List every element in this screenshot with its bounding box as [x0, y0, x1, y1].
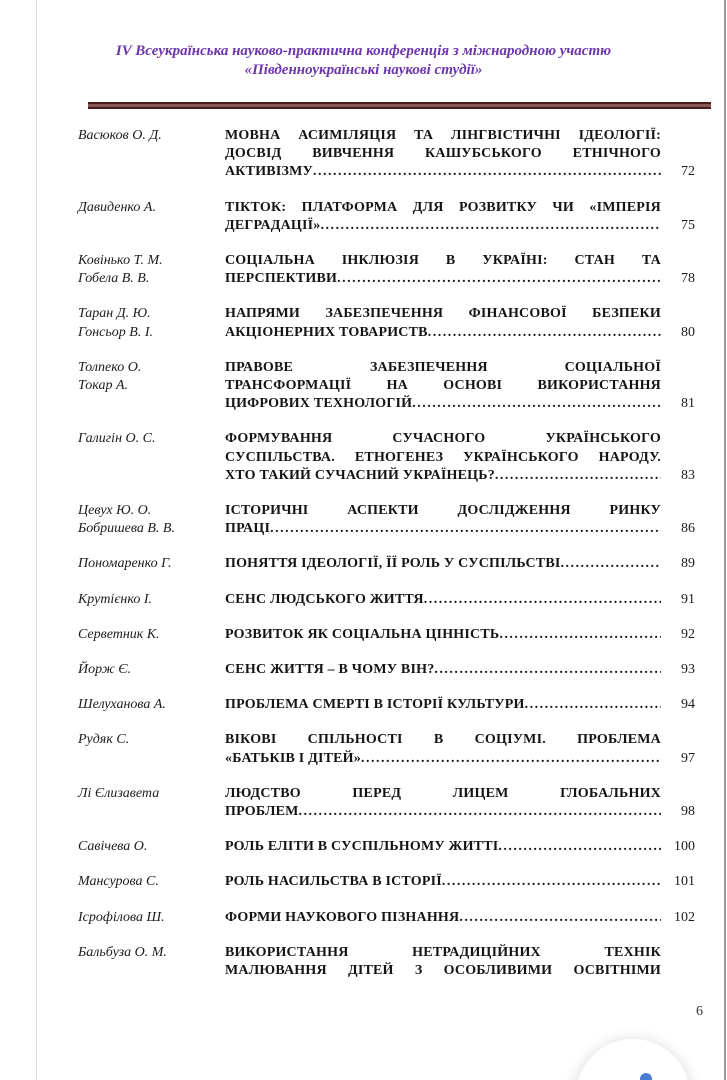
- author-name: Давиденко А.: [78, 199, 156, 215]
- toc-entry: [78, 252, 727, 288]
- dot-leader: [412, 395, 661, 413]
- toc-entry: [78, 661, 727, 679]
- dot-leader: [361, 750, 661, 768]
- toc-entry-title: [225, 873, 661, 891]
- title-line: [225, 909, 661, 927]
- title-line-text: РОЛЬ НАСИЛЬСТВА В ІСТОРІЇ: [225, 874, 442, 890]
- toc-entry-page: 78: [681, 271, 695, 287]
- toc-entry-title: [225, 591, 661, 609]
- toc-entry-title: [225, 661, 661, 679]
- toc-entry-title: [225, 127, 661, 182]
- dot-leader: [561, 555, 661, 573]
- dot-leader: [424, 591, 661, 609]
- title-line-text: АКТИВІЗМУ: [225, 164, 313, 180]
- title-line: [225, 395, 661, 413]
- toc-entry-title: [225, 359, 661, 414]
- toc-entry-page: 101: [674, 874, 695, 890]
- title-line-text: ФОРМИ НАУКОВОГО ПІЗНАННЯ: [225, 909, 460, 925]
- toc-entry-title: [225, 626, 661, 644]
- title-line-text: ПОНЯТТЯ ІДЕОЛОГІЇ, ЇЇ РОЛЬ У СУСПІЛЬСТВІ: [225, 556, 561, 572]
- title-line-text: «БАТЬКІВ І ДІТЕЙ»: [225, 750, 361, 766]
- title-line: МОВНА АСИМІЛЯЦІЯ ТА ЛІНГВІСТИЧНІ ІДЕОЛОГІЇ:: [225, 128, 661, 143]
- title-line: [225, 696, 661, 714]
- dot-leader: [498, 838, 661, 856]
- title-line: ТІКТОК: ПЛАТФОРМА ДЛЯ РОЗВИТКУ ЧИ «ІМПЕРІЯ: [225, 199, 661, 215]
- toc-entry: [78, 555, 727, 573]
- title-line: [225, 591, 661, 609]
- toc-entry-page: 94: [681, 697, 695, 713]
- title-line: СУСПІЛЬСТВА. ЕТНОГЕНЕЗ УКРАЇНСЬКОГО НАРОДУ.: [225, 449, 661, 465]
- toc-entry-title: [225, 252, 661, 288]
- title-line-text: РОЗВИТОК ЯК СОЦІАЛЬНА ЦІННІСТЬ: [225, 626, 500, 642]
- dot-leader: [428, 324, 661, 342]
- title-line: [225, 750, 661, 768]
- title-line: [225, 217, 661, 235]
- toc-entry-page: 81: [681, 396, 695, 412]
- title-line: МАЛЮВАННЯ ДІТЕЙ З ОСОБЛИВИМИ ОСВІТНІМИ: [225, 963, 661, 979]
- author-name: Васюков О. Д.: [78, 128, 162, 143]
- toc-entry-authors: [78, 944, 225, 980]
- conference-header: [0, 0, 727, 80]
- toc-entry-title: [225, 199, 661, 235]
- title-line: [225, 324, 661, 342]
- title-line: [225, 163, 661, 181]
- dot-leader: [459, 909, 661, 927]
- author-name: Рудяк С.: [78, 732, 130, 748]
- toc-entry-page: 102: [674, 909, 695, 925]
- toc-entry: [78, 502, 727, 538]
- author-name: Цевух Ю. О.: [78, 503, 152, 519]
- toc-entry-page: 86: [681, 521, 695, 537]
- toc-entry: [78, 909, 727, 927]
- toc-entry: [78, 359, 727, 414]
- toc-entry-page: 93: [681, 662, 695, 678]
- toc-entry-authors: [78, 838, 225, 856]
- title-line: СОЦІАЛЬНА ІНКЛЮЗІЯ В УКРАЇНІ: СТАН ТА: [225, 253, 661, 269]
- toc-entry-title: [225, 909, 661, 927]
- title-line: [225, 838, 661, 856]
- author-name: Токар А.: [78, 378, 129, 394]
- title-line: ВИКОРИСТАННЯ НЕТРАДИЦІЙНИХ ТЕХНІК: [225, 944, 661, 960]
- title-line: ПРАВОВЕ ЗАБЕЗПЕЧЕННЯ СОЦІАЛЬНОЇ: [225, 359, 661, 375]
- toc-entry-page: 75: [681, 217, 695, 233]
- title-line: [225, 270, 661, 288]
- toc-entry-page: 72: [681, 164, 695, 180]
- title-line-text: ПРОБЛЕМА СМЕРТІ В ІСТОРІЇ КУЛЬТУРИ: [225, 697, 525, 713]
- title-line-text: РОЛЬ ЕЛІТИ В СУСПІЛЬНОМУ ЖИТТІ: [225, 839, 499, 855]
- toc-entry-title: [225, 785, 661, 821]
- author-name: Галигін О. С.: [78, 431, 156, 447]
- title-line: ФОРМУВАННЯ СУЧАСНОГО УКРАЇНСЬКОГО: [225, 431, 661, 447]
- author-name: Лі Єлизавета: [78, 785, 160, 801]
- dot-leader: [442, 873, 661, 891]
- toc-entry-authors: [78, 626, 225, 644]
- toc-entry-title: [225, 430, 661, 485]
- title-line-text: ДЕГРАДАЦІЇ»: [225, 217, 321, 233]
- author-name: Шелуханова А.: [78, 697, 166, 713]
- toc-entry: [78, 873, 727, 891]
- toc-entry-authors: [78, 909, 225, 927]
- author-name: Толпеко О.: [78, 359, 142, 375]
- toc-entry: [78, 944, 727, 980]
- title-line: [225, 626, 661, 644]
- toc-entry-page: 97: [681, 750, 695, 766]
- dot-leader: [320, 217, 661, 235]
- title-line: [225, 873, 661, 891]
- title-line: ЛЮДСТВО ПЕРЕД ЛИЦЕМ ГЛОБАЛЬНИХ: [225, 785, 661, 801]
- dot-leader: [299, 803, 661, 821]
- author-name: Пономаренко Г.: [78, 556, 172, 572]
- title-line: [225, 467, 661, 485]
- toc-entry-authors: [78, 502, 225, 538]
- page-right-edge-line: [724, 0, 726, 1080]
- toc-entry-authors: [78, 591, 225, 609]
- toc-entry-authors: [78, 252, 225, 288]
- author-name: Бальбуза О. М.: [78, 944, 167, 960]
- dot-leader: [337, 270, 661, 288]
- author-name: Крутієнко І.: [78, 591, 153, 607]
- toc-entry-authors: [78, 873, 225, 891]
- title-line: НАПРЯМИ ЗАБЕЗПЕЧЕННЯ ФІНАНСОВОЇ БЕЗПЕКИ: [225, 306, 661, 322]
- author-name: Мансурова С.: [78, 874, 159, 890]
- title-line: ІСТОРИЧНІ АСПЕКТИ ДОСЛІДЖЕННЯ РИНКУ: [225, 503, 661, 519]
- title-line: ВІКОВІ СПІЛЬНОСТІ В СОЦІУМІ. ПРОБЛЕМА: [225, 732, 661, 748]
- author-name: Ісрофілова Ш.: [78, 909, 165, 925]
- toc-entry-title: [225, 305, 661, 341]
- toc-entry-title: [225, 838, 661, 856]
- toc-entry-authors: [78, 785, 225, 821]
- conference-header-line1: IV Всеукраїнська науково-практична конференція з міжнародною участю: [115, 43, 612, 59]
- toc-entry-authors: [78, 555, 225, 573]
- toc-entry-page: 89: [681, 556, 695, 572]
- toc-entry: [78, 838, 727, 856]
- toc-entry-page: 83: [681, 467, 695, 483]
- toc-entry-title: [225, 502, 661, 538]
- toc-entry-authors: [78, 430, 225, 485]
- toc-entry: [78, 785, 727, 821]
- widget-blue-dot-icon: [640, 1073, 652, 1080]
- author-name: Савічева О.: [78, 839, 148, 855]
- toc-entry: [78, 731, 727, 767]
- title-line-text: ПРАЦІ: [225, 521, 271, 537]
- title-line: ТРАНСФОРМАЦІЇ НА ОСНОВІ ВИКОРИСТАННЯ: [225, 378, 661, 394]
- author-name: Гобела В. В.: [78, 271, 150, 287]
- toc-entry-authors: [78, 661, 225, 679]
- title-line: [225, 555, 661, 573]
- toc-entry: [78, 626, 727, 644]
- toc-entry: [78, 591, 727, 609]
- page-left-edge-line: [36, 0, 37, 1080]
- author-name: Таран Д. Ю.: [78, 306, 151, 322]
- floating-widget-button[interactable]: [575, 1038, 691, 1080]
- author-name: Ковінько Т. М.: [78, 253, 163, 269]
- toc-entry-page: 98: [681, 804, 695, 820]
- title-line: ДОСВІД ВИВЧЕННЯ КАШУБСЬКОГО ЕТНІЧНОГО: [225, 146, 661, 162]
- title-line-text: ЦИФРОВИХ ТЕХНОЛОГІЙ: [225, 396, 413, 412]
- title-line-text: СЕНС ЖИТТЯ – В ЧОМУ ВІН?: [225, 662, 435, 678]
- toc-entry: [78, 305, 727, 341]
- toc: [78, 127, 727, 980]
- toc-entry-authors: [78, 199, 225, 235]
- toc-entry: [78, 127, 727, 182]
- author-name: Гонсьор В. І.: [78, 324, 153, 340]
- dot-leader: [499, 626, 661, 644]
- title-line: [225, 661, 661, 679]
- title-line: [225, 520, 661, 538]
- dot-leader: [434, 661, 661, 679]
- title-line-text: АКЦІОНЕРНИХ ТОВАРИСТВ: [225, 324, 428, 340]
- dot-leader: [525, 696, 661, 714]
- toc-entry-page: 92: [681, 626, 695, 642]
- toc-entry-authors: [78, 696, 225, 714]
- author-name: Йорж Є.: [78, 662, 132, 678]
- toc-entry-title: [225, 731, 661, 767]
- title-line-text: СЕНС ЛЮДСЬКОГО ЖИТТЯ: [225, 591, 424, 607]
- dot-leader: [313, 163, 661, 181]
- toc-entry-authors: [78, 359, 225, 414]
- toc-entry-title: [225, 555, 661, 573]
- toc-entry-page: 91: [681, 591, 695, 607]
- dot-leader: [270, 520, 661, 538]
- toc-entry-title: [225, 944, 661, 980]
- toc-entry-authors: [78, 127, 225, 182]
- author-name: Бобришева В. В.: [78, 521, 175, 537]
- toc-entry: [78, 696, 727, 714]
- header-divider-rule: [88, 102, 711, 109]
- toc-entry-authors: [78, 731, 225, 767]
- toc-entry: [78, 199, 727, 235]
- page-number-footer: 6: [696, 1004, 703, 1019]
- title-line: [225, 803, 661, 821]
- title-line-text: ПЕРСПЕКТИВИ: [225, 271, 338, 287]
- dot-leader: [495, 467, 661, 485]
- title-line-text: ХТО ТАКИЙ СУЧАСНИЙ УКРАЇНЕЦЬ?: [225, 467, 495, 483]
- toc-entry-authors: [78, 305, 225, 341]
- title-line-text: ПРОБЛЕМ: [225, 804, 299, 820]
- toc-entry-page: 80: [681, 324, 695, 340]
- toc-entry-title: [225, 696, 661, 714]
- conference-header-line2: «Південноукраїнські наукові студії»: [244, 62, 483, 78]
- author-name: Серветник К.: [78, 626, 160, 642]
- toc-entry: [78, 430, 727, 485]
- toc-entry-page: 100: [674, 839, 695, 855]
